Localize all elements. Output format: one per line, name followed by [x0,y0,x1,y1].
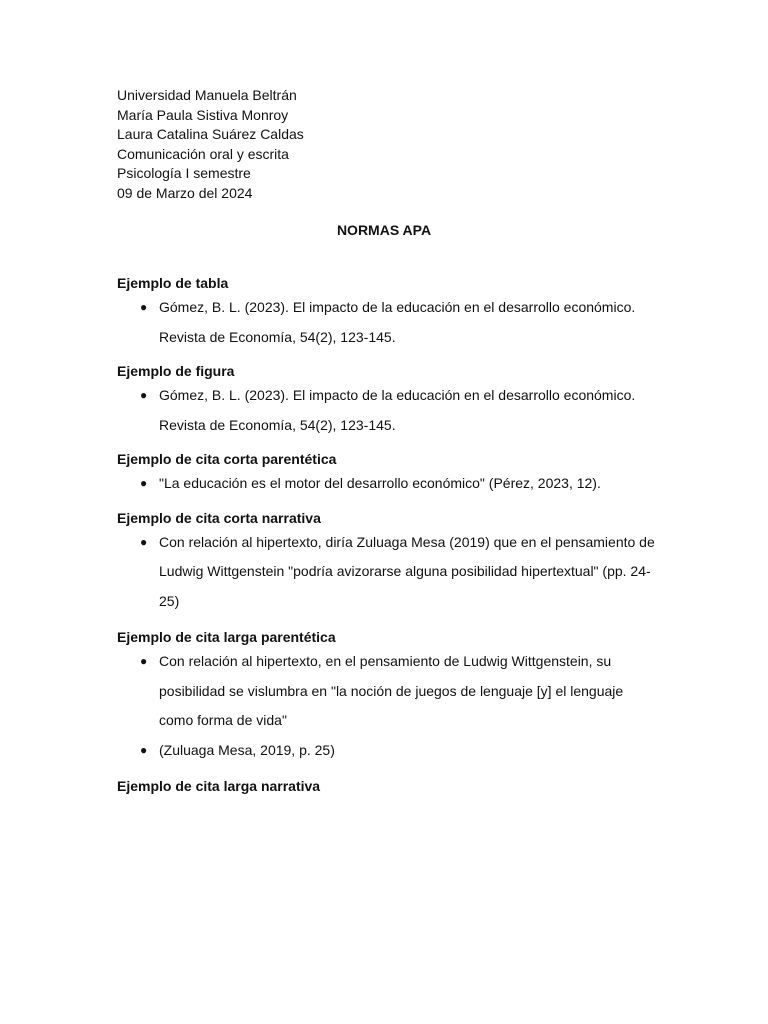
section-list-tabla [117,293,657,352]
bullet-icon: ● [140,388,148,402]
bullet-icon: ● [140,300,148,314]
document-header [117,86,657,203]
document-title: NORMAS APA [336,222,432,238]
bullet-icon: ● [140,476,148,490]
section-heading-cita-corta-parentetica: Ejemplo de cita corta parentética [117,451,337,467]
section-list-cita-corta-parentetica [117,469,657,499]
list-item [117,647,657,736]
list-item [117,469,657,499]
section-list-cita-corta-narrativa [117,528,657,617]
author-1: María Paula Sistiva Monroy [117,106,289,123]
section-heading-cita-corta-narrativa: Ejemplo de cita corta narrativa [117,509,321,526]
list-item-text: Con relación al hipertexto, diría Zuluaga Mesa (2019) que en el pensamiento de Ludwig Wittgenstein "podría avizorarse alguna posibilidad hipertextual" (pp. 24-25) [159,533,655,609]
list-item-text: Gómez, B. L. (2023). El impacto de la educación en el desarrollo económico. Revista de Economía, 54(2), 123-145. [159,387,636,433]
section-heading-cita-larga-narrativa: Ejemplo de cita larga narrativa [117,778,321,794]
list-item [117,293,657,352]
university-name: Universidad Manuela Beltrán [117,87,297,103]
list-item-text: Con relación al hipertexto, en el pensamiento de Ludwig Wittgenstein, su posibilidad se vislumbra en "la noción de juegos de lenguaje [y] el lenguaje como forma de vida" [159,653,624,728]
list-item [117,381,657,440]
section-list-cita-larga-parentetica [117,647,657,765]
list-item-text: (Zuluaga Mesa, 2019, p. 25) [159,741,335,758]
list-item [117,528,657,617]
bullet-icon: ● [140,534,148,549]
document-date: 09 de Marzo del 2024 [117,184,253,201]
list-item-text: "La educación es el motor del desarrollo económico" (Pérez, 2023, 12). [159,475,601,491]
program-name: Psicología I semestre [117,165,251,181]
bullet-icon: ● [140,742,148,757]
document-page [117,86,657,796]
section-heading-figura: Ejemplo de figura [117,363,235,379]
author-2: Laura Catalina Suárez Caldas [117,126,304,142]
section-heading-tabla: Ejemplo de tabla [117,275,229,291]
list-item-text: Gómez, B. L. (2023). El impacto de la educación en el desarrollo económico. Revista de Economía, 54(2), 123-145. [159,299,636,345]
course-name: Comunicación oral y escrita [117,145,289,162]
list-item [117,736,657,766]
bullet-icon: ● [140,654,148,668]
section-heading-cita-larga-parentetica: Ejemplo de cita larga parentética [117,629,336,645]
section-list-figura [117,381,657,440]
